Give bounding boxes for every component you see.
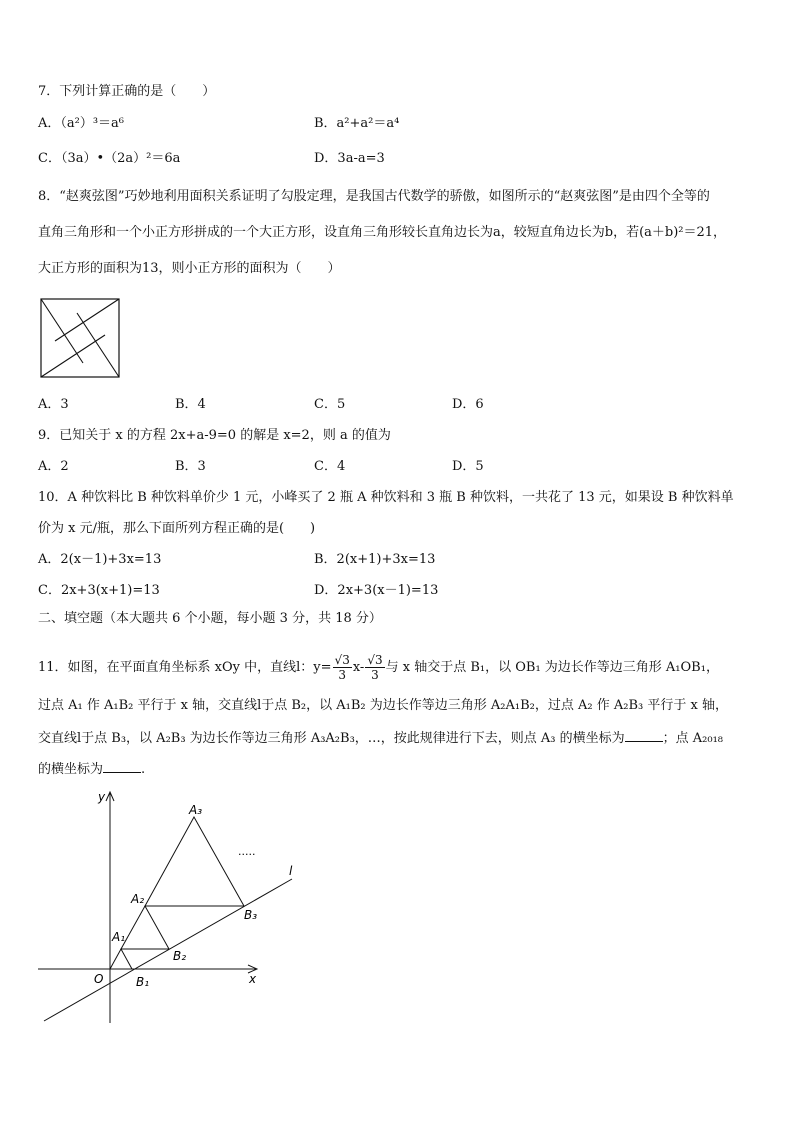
q11-line1-text-a: 11．如图，在平面直角坐标系 xOy 中，直线l：y=	[38, 660, 332, 675]
label-dots: .....	[238, 845, 256, 858]
triangle-a1-o-b1	[110, 949, 132, 969]
triangle-a3-a2-b3	[145, 817, 244, 906]
section-heading-fill-in: 二、填空题（本大题共 6 个小题，每小题 3 分，共 18 分）	[38, 611, 382, 626]
q10-option-c[interactable]: C．2x+3(x+1)=13	[38, 583, 160, 598]
label-a2: A₂	[131, 892, 145, 906]
q10-option-d[interactable]: D．2x+3(x－1)=13	[314, 583, 439, 598]
q7-option-a[interactable]: A．（a²）³＝a⁶	[38, 116, 125, 131]
q8-option-d[interactable]: D．6	[452, 397, 484, 412]
label-x: x	[249, 972, 257, 986]
line-l	[44, 879, 292, 1021]
label-a3: A₃	[189, 803, 203, 817]
q7-option-b[interactable]: B．a²+a²＝a⁴	[314, 116, 400, 131]
q8-option-a[interactable]: A．3	[38, 397, 69, 412]
q11-line4	[38, 760, 145, 779]
q9-option-a[interactable]: A．2	[38, 459, 69, 474]
q11-line2: 过点 A₁ 作 A₁B₂ 平行于 x 轴，交直线l于点 B₂，以 A₁B₂ 为边长作等边三角形 A₂A₁B₂，过点 A₂ 作 A₂B₃ 平行于 x 轴，	[38, 698, 728, 713]
q11-fraction-2-denominator: 3	[371, 668, 379, 682]
answer-blank-a2018[interactable]	[103, 760, 141, 773]
q9-option-c[interactable]: C．4	[314, 459, 346, 474]
label-l: l	[289, 864, 293, 878]
q8-line2: 直角三角形和一个小正方形拼成的一个大正方形，设直角三角形较长直角边长为a，较短直角边长为b，若(a＋b)²＝21，	[38, 225, 727, 240]
q11-line3-tail: ；点 A₂₀₁₈	[662, 731, 724, 746]
triangle-a2-a1-b2	[121, 906, 169, 949]
q7-option-d[interactable]: D．3a-a=3	[314, 151, 385, 166]
q11-line4-text: 的横坐标为	[38, 762, 104, 777]
q10-line2: 价为 x 元/瓶，那么下面所列方程正确的是( )	[38, 521, 316, 536]
q11-line4-end: .	[141, 762, 146, 777]
q11-coordinate-figure	[30, 785, 310, 1030]
q11-fraction-1-numerator: √3	[334, 653, 350, 667]
q9-stem: 9．已知关于 x 的方程 2x+a-9=0 的解是 x=2，则 a 的值为	[38, 428, 391, 443]
q8-option-c[interactable]: C．5	[314, 397, 346, 412]
label-o: O	[94, 972, 104, 986]
q11-line3	[38, 729, 723, 748]
q7-stem: 7．下列计算正确的是（ ）	[38, 84, 216, 99]
q11-line1	[38, 650, 719, 686]
answer-blank-a3[interactable]	[625, 729, 663, 742]
label-b2: B₂	[173, 949, 187, 963]
q8-line1: 8．“赵爽弦图”巧妙地利用面积关系证明了勾股定理，是我国古代数学的骄傲，如图所示的“赵爽弦图”是由四个全等的	[38, 189, 710, 204]
q11-line3-text: 交直线l于点 B₃，以 A₂B₃ 为边长作等边三角形 A₃A₂B₃，…，按此规律进行下去，则点 A₃ 的横坐标为	[38, 731, 625, 746]
q11-fraction-1	[333, 653, 352, 682]
q9-option-b[interactable]: B．3	[175, 459, 206, 474]
label-b3: B₃	[244, 908, 258, 922]
q8-option-b[interactable]: B．4	[175, 397, 206, 412]
q9-option-d[interactable]: D．5	[452, 459, 484, 474]
zhao-shuang-diagram	[40, 298, 120, 378]
q8-line3: 大正方形的面积为13，则小正方形的面积为（ ）	[38, 261, 341, 276]
q7-option-c[interactable]: C．（3a）•（2a）²＝6a	[38, 151, 181, 166]
q11-fraction-2-numerator: √3	[367, 653, 383, 667]
label-a1: A₁	[112, 930, 126, 944]
q10-line1: 10．A 种饮料比 B 种饮料单价少 1 元，小峰买了 2 瓶 A 种饮料和 3 瓶 B 种饮料，一共花了 13 元，如果设 B 种饮料单	[38, 490, 734, 505]
q10-option-a[interactable]: A．2(x－1)+3x=13	[38, 552, 162, 567]
label-b1: B₁	[136, 975, 150, 989]
q10-option-b[interactable]: B．2(x+1)+3x=13	[314, 552, 436, 567]
q11-fraction-1-denominator: 3	[338, 668, 346, 682]
q11-fraction-2	[365, 653, 384, 682]
label-y: y	[98, 790, 106, 804]
q11-line1-text-c: 与 x 轴交于点 B₁，以 OB₁ 为边长作等边三角形 A₁OB₁，	[385, 660, 719, 675]
q11-line1-text-b: x-	[352, 660, 365, 675]
